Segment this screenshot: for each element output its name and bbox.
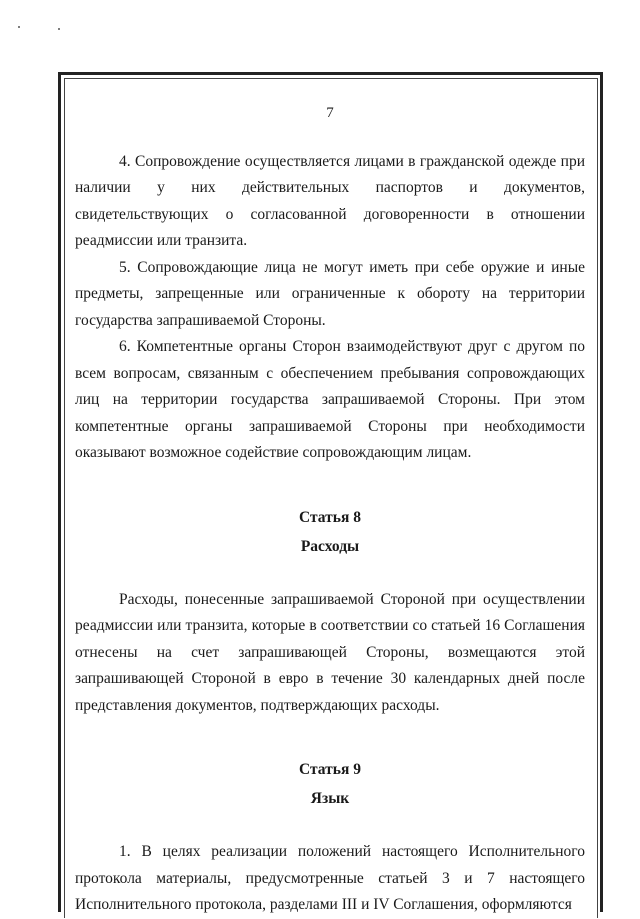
scan-speck <box>58 28 60 30</box>
article9-title: Язык <box>310 790 350 807</box>
article9-text: 1. В целях реализации положений настоящего Исполнительного протокола материалы, предусмотренные статьей 3 и 7 настоящего Исполнительного протокола, разделами III и IV Соглашения, оформляются <box>75 843 585 913</box>
article9-number: Статья 9 <box>299 761 361 778</box>
page-content <box>75 100 585 919</box>
paragraph-art7-4: 4. Сопровождение осуществляется лицами в гражданской одежде при наличии у них действительных паспортов и документов, свидетельствующих о согласованной договоренности в отношении реадмиссии или транзита. <box>75 152 585 249</box>
paragraph-art7-6: 6. Компетентные органы Сторон взаимодействуют друг с другом по всем вопросам, связанным с обеспечением пребывания сопровождающих лиц на территории государства запрашиваемой Стороны. При этом компетентные органы запрашиваемой Стороны при необходимости оказывают возможное содействие сопровождающим лицам. <box>75 338 585 461</box>
article8-number: Статья 8 <box>299 508 361 526</box>
article8-text: Расходы, понесенные запрашиваемой Стороной при осуществлении реадмиссии или транзита, которые в соответствии со статьей 16 Соглашения отнесены на счет запрашивающей Стороны, возмещаются этой запрашивающей Стороной в евро в течение 30 календарных дней после представления документов, подтверждающих расходы. <box>75 590 585 714</box>
page-number: 7 <box>326 105 334 121</box>
scan-speck <box>18 26 20 28</box>
paragraph-art7-5: 5. Сопровождающие лица не могут иметь при себе оружие и иные предметы, запрещенные или ограниченные к обороту на территории государства запрашиваемой Стороны. <box>75 258 585 329</box>
article8-title: Расходы <box>300 537 360 555</box>
